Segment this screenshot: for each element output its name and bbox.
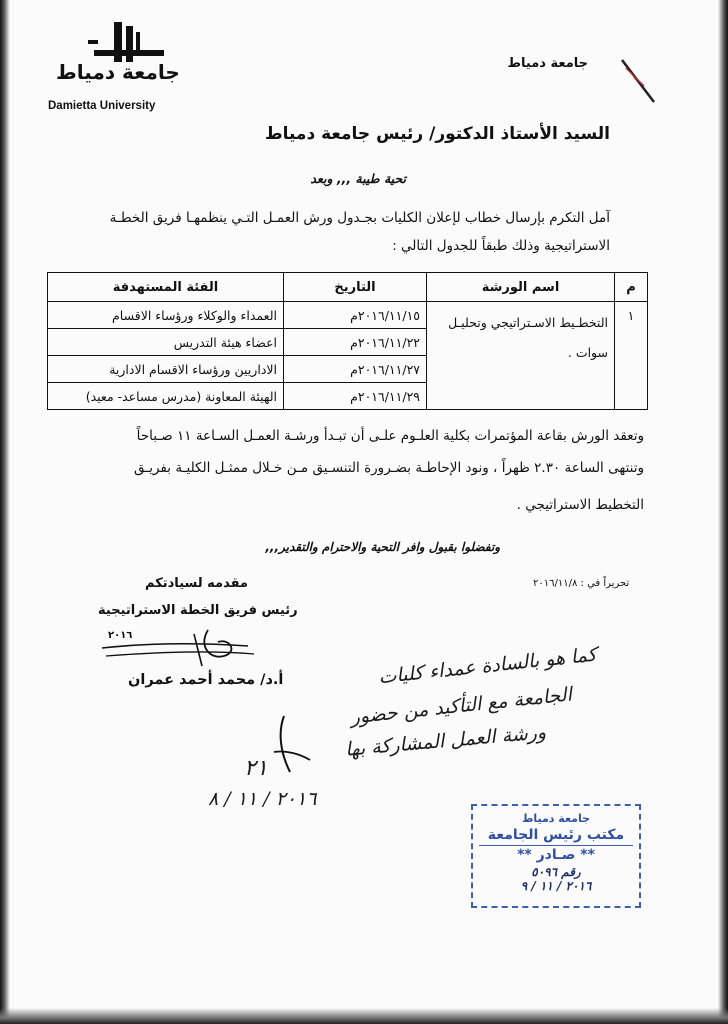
paragraph1-line1: آمل التكرم بإرسال خطاب لإعلان الكليات بجـدول ورش العمـل التـي ينظمهـا فريق الخطـة xyxy=(109,210,610,226)
logo-english-text: Damietta University xyxy=(48,100,156,112)
dated-line: تحريراً في : ٢٠١٦/١١/٨ xyxy=(533,578,630,589)
handwritten-note-line3: ورشة العمل المشاركة بها xyxy=(344,721,547,761)
closing-line: وتفضلوا بقبول وافر التحية والاحترام والتقدير,,, xyxy=(265,540,500,554)
row-date: ٢٠١٦/١١/٢٩م xyxy=(284,383,427,410)
stamp-line1: جامعة دمياط xyxy=(521,812,591,825)
paragraph1-line2: الاستراتيجية وذلك طبقاً للجدول التالي : xyxy=(392,238,610,254)
row-target: العمداء والوكلاء ورؤساء الاقسام xyxy=(48,302,284,329)
row-date: ٢٠١٦/١١/١٥م xyxy=(284,302,427,329)
paragraph2-line2: وتنتهى الساعة ٢.٣٠ ظهراً ، ونود الإحاطـة بضـرورة التنسـيق مـن خـلال ممثـل الكليـة بفريـق xyxy=(134,460,644,476)
handwritten-date: ٢٠١٦ / ١١ / ٨ xyxy=(208,788,317,810)
row-date: ٢٠١٦/١١/٢٧م xyxy=(284,356,427,383)
workshop-schedule-table xyxy=(47,272,648,410)
logo-arabic-text: جامعة دمياط xyxy=(56,60,180,84)
paragraph2-line3: التخطيط الاستراتيجي . xyxy=(516,497,644,513)
paragraph2-line1: وتعقد الورش بقاعة المؤتمرات بكلية العلـوم علـى أن تبـدأ ورشـة العمـل السـاعة ١١ صـباحاً xyxy=(136,428,644,444)
signature-year: ٢٠١٦ xyxy=(108,630,133,641)
row-date: ٢٠١٦/١١/٢٢م xyxy=(284,329,427,356)
workshop-name: التخطـيط الاسـتراتيجي وتحليـل سوات . xyxy=(427,302,615,410)
header-target: الفئة المستهدفة xyxy=(48,273,284,302)
header-date: التاريخ xyxy=(284,273,427,302)
row-target: اعضاء هيئة التدريس xyxy=(48,329,284,356)
row-number: ١ xyxy=(615,302,648,410)
scan-edge-right xyxy=(718,0,728,1024)
handwritten-number: ٢١ xyxy=(244,756,268,781)
pen-mark-icon xyxy=(620,58,660,108)
president-office-stamp xyxy=(471,804,641,908)
stamp-line4: رقم ٥٠٩٦ xyxy=(531,865,581,879)
greeting: تحية طيبة ,,, وبعد xyxy=(310,171,406,186)
team-head-title: رئيس فريق الخطة الاستراتيجية xyxy=(98,603,298,618)
stamp-line3: ** صـادر ** xyxy=(517,847,595,863)
submitted-line: مقدمه لسيادتكم xyxy=(145,576,248,591)
scan-shadow-bottom xyxy=(0,1008,728,1024)
table-row xyxy=(48,302,648,329)
row-target: الاداريين ورؤساء الاقسام الادارية xyxy=(48,356,284,383)
header-workshop: اسم الورشة xyxy=(427,273,615,302)
row-target: الهيئة المعاونة (مدرس مساعد- معيد) xyxy=(48,383,284,410)
university-logo xyxy=(44,18,184,112)
stamp-line2: مكتب رئيس الجامعة xyxy=(479,827,633,846)
table-header-row xyxy=(48,273,648,302)
signer-name: أ.د/ محمد أحمد عمران xyxy=(128,672,284,688)
stamp-line5: ٢٠١٦ / ١١ / ٩ xyxy=(520,879,592,893)
university-name: جامعة دمياط xyxy=(507,56,588,71)
header-number: م xyxy=(615,273,648,302)
addressee: السيد الأستاذ الدكتور/ رئيس جامعة دمياط xyxy=(264,124,610,144)
scan-edge-left xyxy=(0,0,10,1024)
handwritten-note-line1: كما هو بالسادة عمداء كليات xyxy=(377,643,598,689)
handwritten-note-line2: الجامعة مع التأكيد من حضور xyxy=(349,683,573,729)
